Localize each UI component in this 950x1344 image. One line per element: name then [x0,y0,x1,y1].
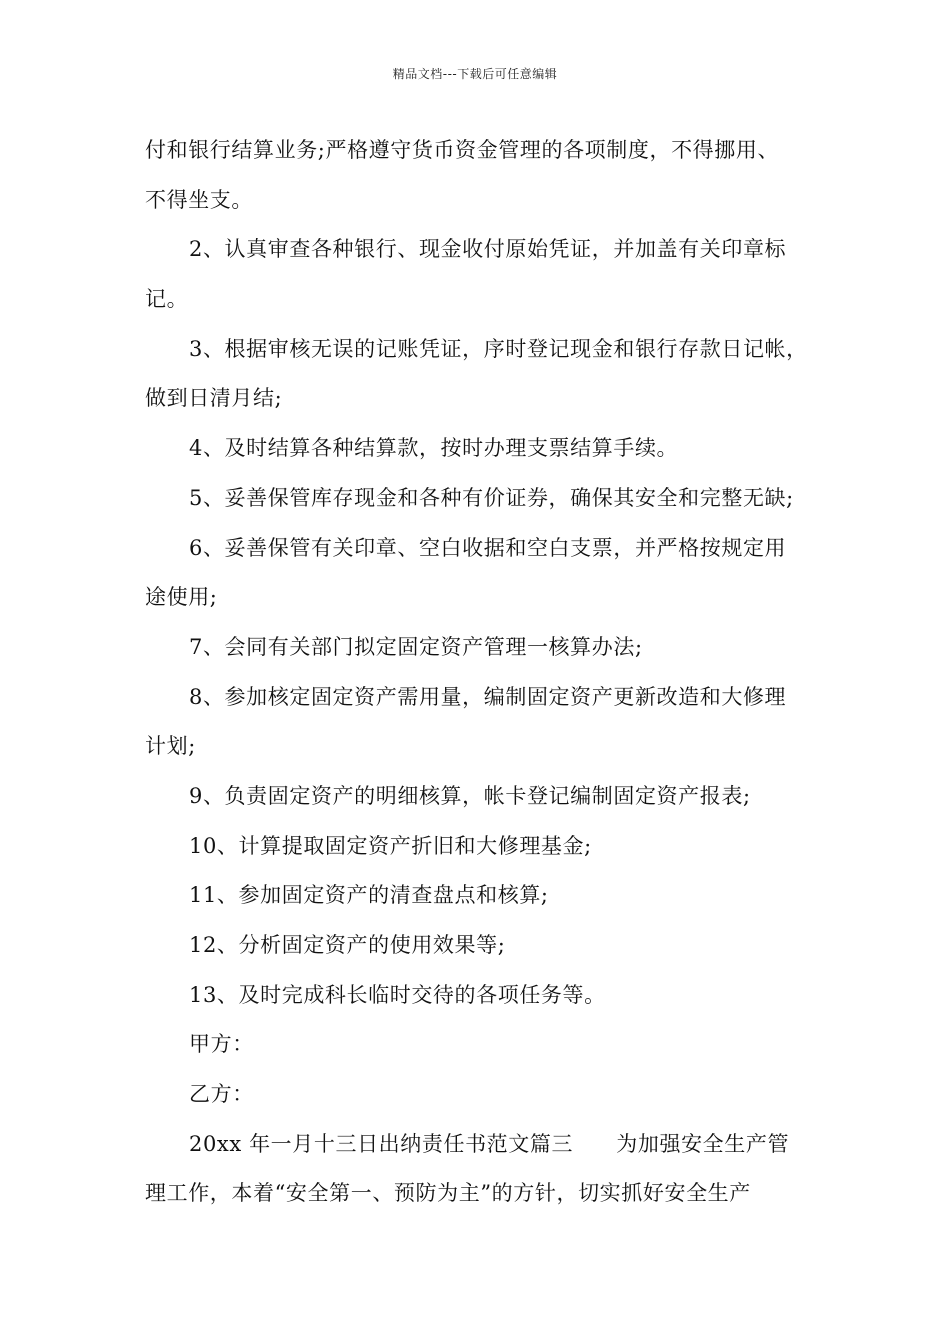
text-line: 3、根据审核无误的记账凭证，序时登记现金和银行存款日记帐， [189,336,808,361]
text-line: 8、参加核定固定资产需用量，编制固定资产更新改造和大修理 [189,684,787,709]
text-line: 20xx 年一月十三日出纳责任书范文篇三 为加强安全生产管 [189,1131,790,1156]
page-header: 精品文档---下载后可任意编辑 [392,67,558,81]
text-line: 理工作，本着“安全第一、预防为主”的方针，切实抓好安全生产 [145,1181,751,1206]
text-line: 5、妥善保管库存现金和各种有价证券，确保其安全和完整无缺; [189,485,794,510]
text-line: 付和银行结算业务;严格遵守货币资金管理的各项制度，不得挪用、 [145,138,780,162]
text-line: 12、分析固定资产的使用效果等; [189,933,506,957]
text-line: 10、计算提取固定资产折旧和大修理基金; [189,833,592,858]
text-line: 不得坐支。 [145,187,253,212]
text-line: 记。 [145,287,189,312]
text-line: 2、认真审查各种银行、现金收付原始凭证，并加盖有关印章标 [189,237,787,262]
text-line: 4、及时结算各种结算款，按时办理支票结算手续。 [189,436,679,461]
text-line: 7、会同有关部门拟定固定资产管理一核算办法; [189,634,643,659]
text-line: 11、参加固定资产的清查盘点和核算; [189,883,549,908]
text-line: 6、妥善保管有关印章、空白收据和空白支票，并严格按规定用 [189,535,787,560]
text-line: 甲方： [189,1032,254,1057]
text-line: 途使用; [145,585,218,610]
text-line: 13、及时完成科长临时交待的各项任务等。 [189,982,606,1007]
text-line: 做到日清月结; [145,386,283,411]
text-line: 9、负责固定资产的明细核算，帐卡登记编制固定资产报表; [189,783,751,808]
text-line: 乙方： [189,1082,254,1107]
document-body [145,126,825,1219]
text-line: 计划; [145,734,196,759]
